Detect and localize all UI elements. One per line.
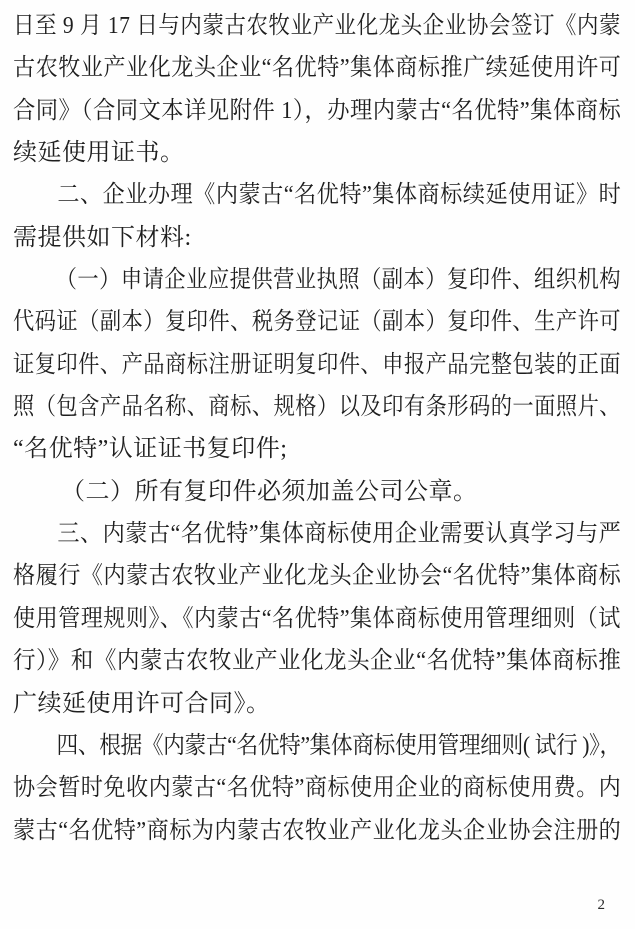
text-line: 照（包含产品名称、商标、规格）以及印有条形码的一面照片、: [13, 394, 621, 421]
text-line-item-1: （一）申请企业应提供营业执照（副本）复印件、组织机构: [55, 267, 622, 294]
text-line: 行）》和《内蒙古农牧业产业化龙头企业“名优特”集体商标推: [13, 648, 622, 675]
text-line: 蒙古“名优特”商标为内蒙古农牧业产业化龙头企业协会注册的: [13, 817, 622, 844]
text-line: 协会暂时免收内蒙古“名优特”商标使用企业的商标使用费。内: [13, 775, 622, 802]
document-text-block: [13, 5, 621, 852]
text-line: 使用管理规则》、《内蒙古“名优特”集体商标使用管理细则（试: [13, 605, 621, 632]
text-line: 日至 9 月 17 日与内蒙古农牧业产业化龙头企业协会签订《内蒙: [13, 13, 621, 39]
text-line-section-3-heading: 三、内蒙古“名优特”集体商标使用企业需要认真学习与严: [57, 521, 622, 548]
text-line-section-4-heading: 四、根据《内蒙古“名优特”集体商标使用管理细则( 试行 )》，: [56, 732, 621, 759]
text-line: 续延使用证书。: [13, 140, 185, 167]
text-line-item-2: （二）所有复印件必须加盖公司公章。: [61, 478, 478, 505]
text-line: 古农牧业产业化龙头企业“名优特”集体商标推广续延使用许可: [13, 55, 622, 82]
text-line: “名优特”认证证书复印件;: [13, 436, 288, 463]
text-line: 需提供如下材料:: [13, 224, 192, 251]
text-line-section-2-heading: 二、企业办理《内蒙古“名优特”集体商标续延使用证》时: [57, 182, 622, 209]
text-line: 代码证（副本）复印件、税务登记证（副本）复印件、生产许可: [13, 309, 621, 336]
text-line: 广续延使用许可合同》。: [13, 690, 271, 717]
page-number: 2: [597, 897, 605, 913]
text-line: 合同》（合同文本详见附件 1），办理内蒙古“名优特”集体商标: [13, 97, 622, 124]
text-line: 证复印件、产品商标注册证明复印件、申报产品完整包装的正面: [13, 351, 621, 378]
text-line: 格履行《内蒙古农牧业产业化龙头企业协会“名优特”集体商标: [13, 563, 622, 590]
